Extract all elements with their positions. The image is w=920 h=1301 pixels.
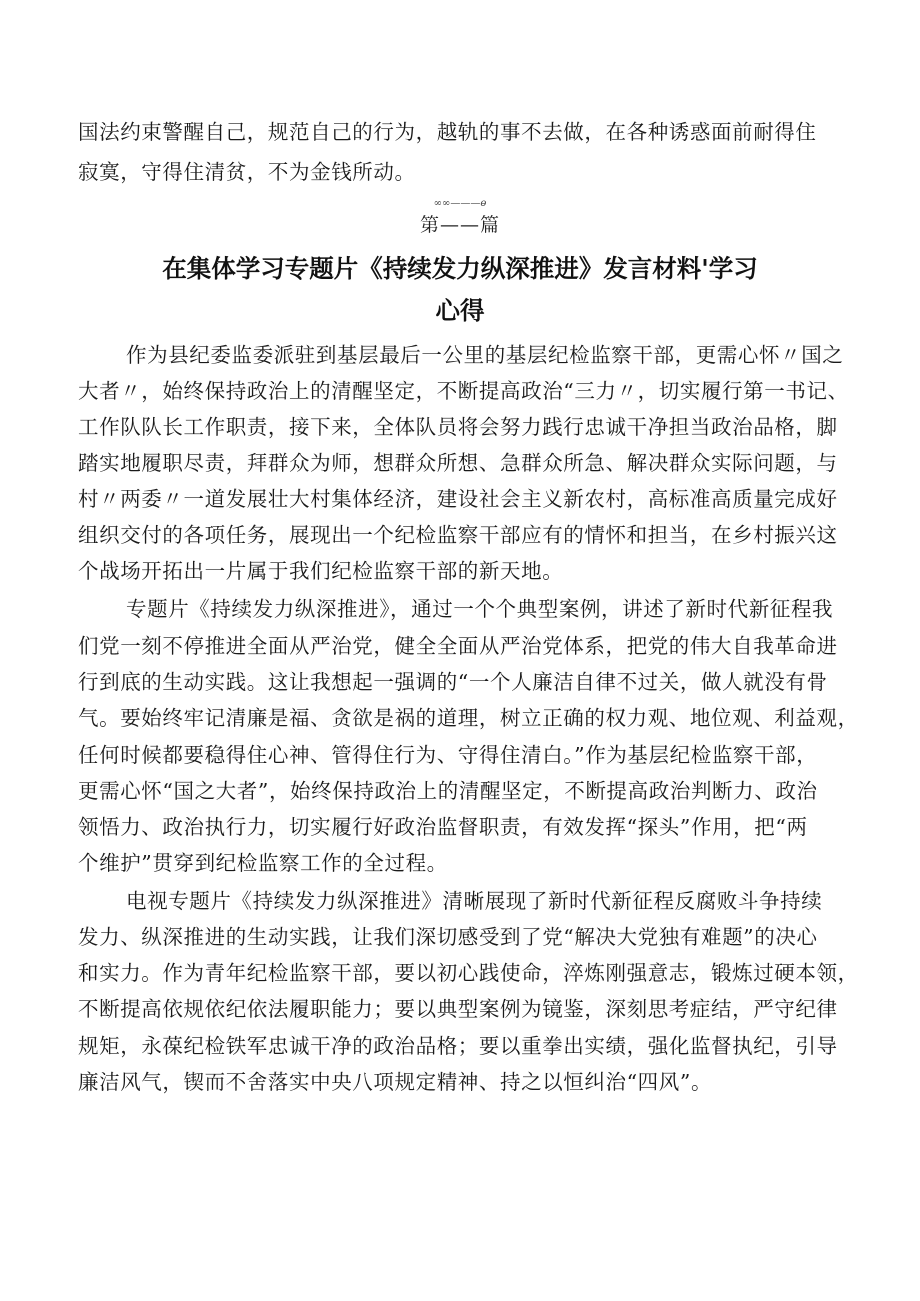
paragraph-1-line-1: 作为县纪委监委派驻到基层最后一公里的基层纪检监察干部，更需心怀〃国之 bbox=[126, 343, 844, 367]
section-label: 第——篇 bbox=[419, 214, 500, 236]
paragraph-2-line-7: 领悟力、政治执行力，切实履行好政治监督职责，有效发挥“探头”作用，把“两 bbox=[78, 815, 808, 839]
paragraph-2-line-2: 们党一刻不停推进全面从严治党，健全全面从严治党体系，把党的伟大自我革命进 bbox=[78, 634, 838, 658]
paragraph-2-line-4: 气。要始终牢记清廉是福、贪欲是祸的道理，树立正确的权力观、地位观、利益观， bbox=[78, 706, 859, 730]
paragraph-1-line-4: 踏实地履职尽责，拜群众为师，想群众所想、急群众所急、解决群众实际问题，与 bbox=[78, 451, 838, 475]
paragraph-2-line-3: 行到底的生动实践。这让我想起一强调的“一个人廉洁自律不过关，做人就没有骨 bbox=[78, 670, 828, 694]
paragraph-2-line-1: 专题片《持续发力纵深推进》，通过一个个典型案例，讲述了新时代新征程我 bbox=[126, 597, 834, 621]
paragraph-2-line-6: 更需心怀“国之大者”，始终保持政治上的清醒坚定，不断提高政治判断力、政治 bbox=[78, 779, 818, 803]
article-title-line-2: 心得 bbox=[435, 296, 485, 325]
paragraph-3-line-2: 发力、纵深推进的生动实践，让我们深切感受到了党“解决大党独有难题”的决心 bbox=[78, 925, 818, 949]
paragraph-1-line-7: 个战场开拓出一片属于我们纪检监察干部的新天地。 bbox=[78, 559, 564, 583]
separator-mark: ∞∞———ɵ bbox=[433, 198, 487, 209]
paragraph-2-line-8: 个维护”贯穿到纪检监察工作的全过程。 bbox=[78, 851, 448, 875]
paragraph-3-line-3: 和实力。作为青年纪检监察干部，要以初心践使命，淬炼刚强意志，锻炼过硬本领， bbox=[78, 961, 859, 985]
paragraph-1-line-6: 组织交付的各项任务，展现出一个纪检监察干部应有的情怀和担当，在乡村振兴这 bbox=[78, 523, 838, 547]
intro-line-1: 国法约束警醒自己，规范自己的行为，越轨的事不去做，在各种诱惑面前耐得住 bbox=[78, 120, 817, 144]
paragraph-1-line-3: 工作队队长工作职责，接下来，全体队员将会努力践行忠诚干净担当政治品格，脚 bbox=[78, 415, 838, 439]
paragraph-3-line-4: 不断提高依规依纪依法履职能力；要以典型案例为镜鉴，深刻思考症结，严守纪律 bbox=[78, 997, 838, 1021]
paragraph-2-line-5: 任何时候都要稳得住心神、管得住行为、守得住清白。”作为基层纪检监察干部， bbox=[78, 743, 818, 767]
paragraph-3-line-1: 电视专题片《持续发力纵深推进》清晰展现了新时代新征程反腐败斗争持续 bbox=[126, 889, 823, 913]
paragraph-3-line-6: 廉洁风气，锲而不舍落实中央八项规定精神、持之以恒纠治“四风”。 bbox=[78, 1070, 713, 1094]
paragraph-1-line-2: 大者〃，始终保持政治上的清醒坚定，不断提高政治“三力〃，切实履行第一书记、 bbox=[78, 379, 849, 403]
article-title-line-1: 在集体学习专题片《持续发力纵深推进》发言材料'学习 bbox=[162, 254, 758, 283]
intro-line-2: 寂寞，守得住清贫，不为金钱所动。 bbox=[78, 160, 416, 184]
paragraph-3-line-5: 规矩，永葆纪检铁军忠诚干净的政治品格；要以重拳出实绩，强化监督执纪，引导 bbox=[78, 1034, 838, 1058]
paragraph-1-line-5: 村〃两委〃一道发展壮大村集体经济，建设社会主义新农村，高标准高质量完成好 bbox=[78, 487, 838, 511]
